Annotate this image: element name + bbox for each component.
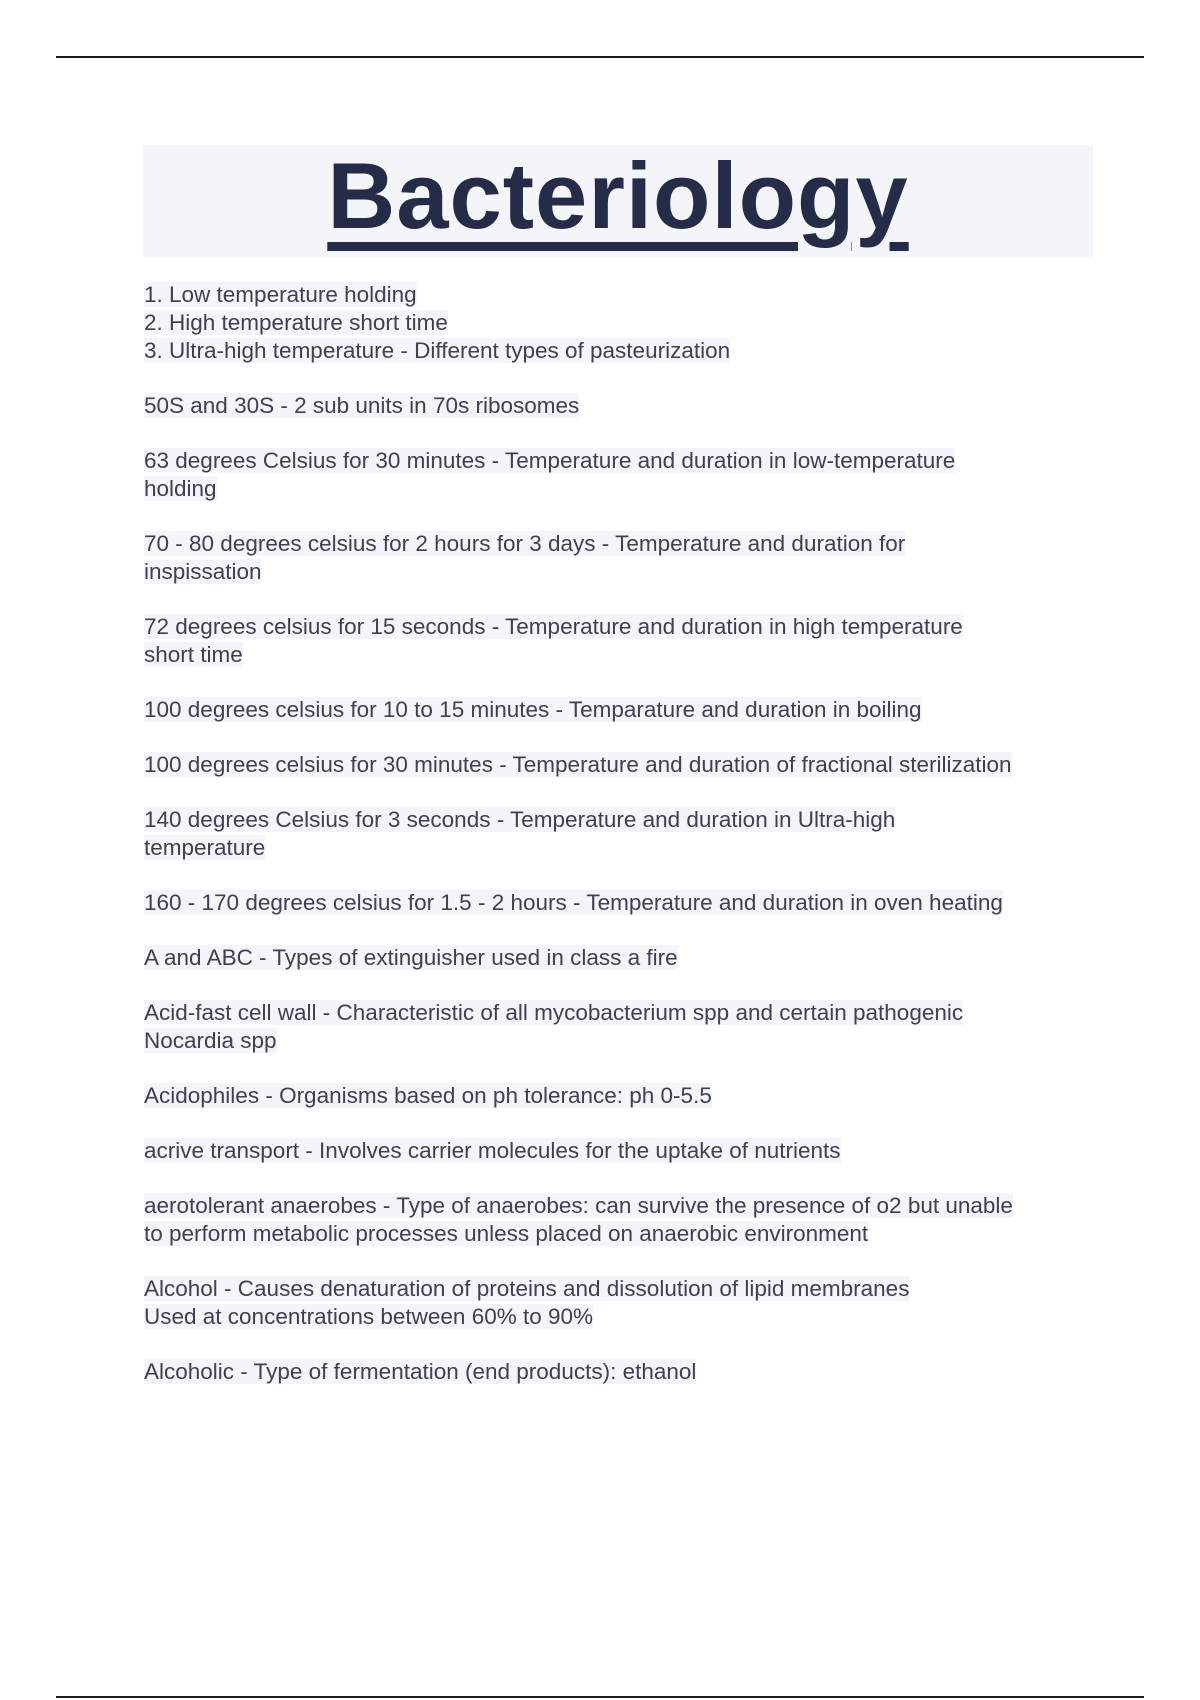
flashcard <box>144 1082 1090 1110</box>
flashcard-text: Acid-fast cell wall - Characteristic of all mycobacterium spp and certain pathogenic Nocardia spp <box>144 1000 964 1053</box>
flashcard-text: 140 degrees Celsius for 3 seconds - Temperature and duration in Ultra-high temperature <box>144 807 896 860</box>
flashcard <box>144 1275 1090 1331</box>
flashcard <box>144 613 1090 669</box>
flashcard <box>144 447 1090 503</box>
flashcard-text: 72 degrees celsius for 15 seconds - Temperature and duration in high temperature short time <box>144 614 963 667</box>
document-title: Bacteriology <box>327 143 909 248</box>
flashcard-text: Acidophiles - Organisms based on ph tolerance: ph 0-5.5 <box>144 1083 712 1108</box>
top-rule <box>56 56 1144 58</box>
flashcard <box>144 751 1090 779</box>
flashcard <box>144 392 1090 420</box>
flashcard-text: aerotolerant anaerobes - Type of anaerobes: can survive the presence of o2 but unable to perform metabolic processes unless placed on anaerobic environment <box>144 1193 1013 1246</box>
flashcard-text: 63 degrees Celsius for 30 minutes - Temperature and duration in low-temperature holding <box>144 448 956 501</box>
bottom-rule <box>56 1696 1144 1698</box>
flashcard <box>144 530 1090 586</box>
flashcard <box>144 696 1090 724</box>
flashcard <box>144 806 1090 862</box>
flashcard-text: 70 - 80 degrees celsius for 2 hours for 3 days - Temperature and duration for inspissation <box>144 531 906 584</box>
flashcard-text: 160 - 170 degrees celsius for 1.5 - 2 hours - Temperature and duration in oven heating <box>144 890 1003 915</box>
flashcard-text: Alcoholic - Type of fermentation (end products): ethanol <box>144 1359 697 1384</box>
flashcard-text: 100 degrees celsius for 30 minutes - Temperature and duration of fractional sterilization <box>144 752 1012 777</box>
flashcard-text: 50S and 30S - 2 sub units in 70s ribosomes <box>144 393 580 418</box>
title-banner <box>143 145 1093 257</box>
flashcard <box>144 1358 1090 1386</box>
flashcard-list <box>144 281 1090 1413</box>
flashcard <box>144 889 1090 917</box>
flashcard <box>144 1192 1090 1248</box>
flashcard-text: Alcohol - Causes denaturation of proteins and dissolution of lipid membranes Used at concentrations between 60% to 90% <box>144 1276 910 1329</box>
flashcard <box>144 944 1090 972</box>
flashcard-text: 1. Low temperature holding 2. High temperature short time 3. Ultra-high temperature - Different types of pasteurization <box>144 282 731 363</box>
flashcard-text: A and ABC - Types of extinguisher used in class a fire <box>144 945 678 970</box>
flashcard-text: 100 degrees celsius for 10 to 15 minutes - Temparature and duration in boiling <box>144 697 922 722</box>
flashcard <box>144 999 1090 1055</box>
flashcard <box>144 1137 1090 1165</box>
flashcard <box>144 281 1090 365</box>
flashcard-text: acrive transport - Involves carrier molecules for the uptake of nutrients <box>144 1138 841 1163</box>
